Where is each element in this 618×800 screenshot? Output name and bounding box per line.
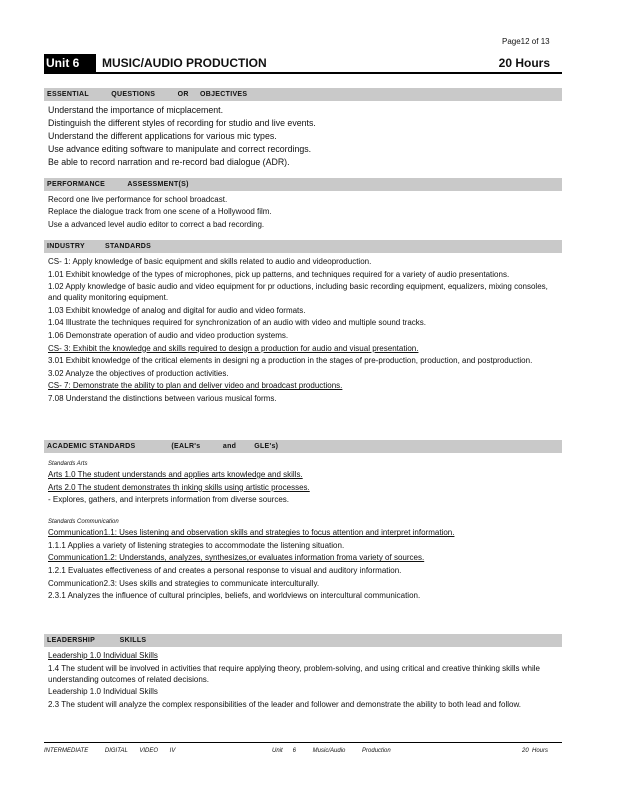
arts-label: Standards Arts xyxy=(48,461,88,467)
communication-label: Standards Communication xyxy=(48,519,119,526)
comm-line: Communication1.2: Understands, analyzes, synthesizes,or evaluates information froma variety of sources. xyxy=(48,553,425,563)
unit-header xyxy=(44,54,562,74)
academic-header: ACADEMIC STANDARDS (EALR's and GLE's) xyxy=(44,440,562,453)
essential-line: Distinguish the different styles of recording for studio and live events. xyxy=(48,118,316,128)
page-footer xyxy=(44,742,562,757)
industry-line: CS- 1: Apply knowledge of basic equipment and skills related to audio and videoproduction. xyxy=(48,257,372,266)
essential-section xyxy=(44,88,562,169)
industry-line: 1.01 Exhibit knowledge of the types of microphones, pick up patterns, and techniques required for a variety of audio presentations. xyxy=(48,269,510,279)
page-number: Page12 of 13 xyxy=(502,37,550,46)
industry-line: CS- 3: Exhibit the knowledge and skills required to design a production for audio and visual presentation. xyxy=(48,343,419,353)
essential-line: Be able to record narration and re-record bad dialogue (ADR). xyxy=(48,157,290,167)
comm-line: Communication2.3: Uses skills and strategies to communicate interculturally. xyxy=(48,578,320,588)
essential-line: Understand the importance of micplacement. xyxy=(48,105,224,115)
leadership-line: Leadership 1.0 Individual Skills xyxy=(48,651,158,660)
comm-line: 1.2.1 Evaluates effectiveness of and creates a personal response to visual and auditory information. xyxy=(48,565,402,575)
leadership-line: 1.4 The student will be involved in activities that require applying theory, problem-solving, and using critical and creative thinking skills while understanding outcomes of related decisions. xyxy=(48,663,540,684)
performance-line: Record one live performance for school broadcast. xyxy=(48,195,228,204)
unit-title: MUSIC/AUDIO PRODUCTION xyxy=(102,56,267,70)
arts-line: Arts 1.0 The student understands and applies arts knowledge and skills. xyxy=(48,470,303,479)
arts-line: Arts 2.0 The student demonstrates th inking skills using artistic processes. xyxy=(48,482,310,492)
performance-section xyxy=(44,178,562,231)
comm-line: 2.3.1 Analyzes the influence of cultural principles, beliefs, and worldviews on intercultural communication. xyxy=(48,591,421,601)
unit-label: Unit 6 xyxy=(44,54,96,72)
leadership-header: LEADERSHIP SKILLS xyxy=(44,634,562,647)
essential-line: Use advance editing software to manipulate and correct recordings. xyxy=(48,144,312,154)
essential-header: ESSENTIAL QUESTIONS OR OBJECTIVES xyxy=(44,88,562,101)
performance-line: Replace the dialogue track from one scene of a Hollywood film. xyxy=(48,207,272,217)
industry-line: 1.06 Demonstrate operation of audio and video production systems. xyxy=(48,330,289,340)
industry-section xyxy=(44,240,562,406)
academic-section xyxy=(44,440,562,603)
unit-hours: 20 Hours xyxy=(498,56,550,70)
industry-line: 1.03 Exhibit knowledge of analog and digital for audio and video formats. xyxy=(48,305,306,315)
industry-line: CS- 7: Demonstrate the ability to plan and deliver video and broadcast productions. xyxy=(48,381,343,391)
industry-line: 3.02 Analyze the objectives of production activities. xyxy=(48,368,229,378)
industry-line: 1.04 Illustrate the techniques required for synchronization of an audio with video and multiple sound tracks. xyxy=(48,318,426,328)
performance-line: Use a advanced level audio editor to correct a bad recording. xyxy=(48,219,265,229)
footer-unit: Unit 6 Music/Audio Production xyxy=(272,748,391,754)
leadership-line: Leadership 1.0 Individual Skills xyxy=(48,687,158,697)
industry-line: 3.01 Exhibit knowledge of the critical elements in designi ng a production in the stages of pre-production, production, and postproduction. xyxy=(48,356,533,366)
comm-line: 1.1.1 Applies a variety of listening strategies to accommodate the listening situation. xyxy=(48,540,345,550)
performance-header: PERFORMANCE ASSESSMENT(S) xyxy=(44,178,562,191)
footer-course: INTERMEDIATE DIGITAL VIDEO IV xyxy=(44,748,176,754)
industry-header: INDUSTRY STANDARDS xyxy=(44,240,562,253)
essential-line: Understand the different applications for various mic types. xyxy=(48,131,277,141)
arts-line: - Explores, gathers, and interprets information from diverse sources. xyxy=(48,495,289,505)
leadership-line: 2.3 The student will analyze the complex responsibilities of the leader and follower and demonstrate the ability to both lead and follow. xyxy=(48,699,522,709)
footer-hours: 20 Hours xyxy=(521,748,548,754)
industry-line: 1.02 Apply knowledge of basic audio and video equipment for pr oductions, including basic recording equipment, equalizers, mixing consoles, and quality monitoring equipment. xyxy=(48,282,548,303)
comm-line: Communication1.1: Uses listening and observation skills and strategies to focus attention and interpret information. xyxy=(48,528,455,538)
industry-line: 7.08 Understand the distinctions between various musical forms. xyxy=(48,393,277,403)
leadership-section xyxy=(44,634,562,711)
